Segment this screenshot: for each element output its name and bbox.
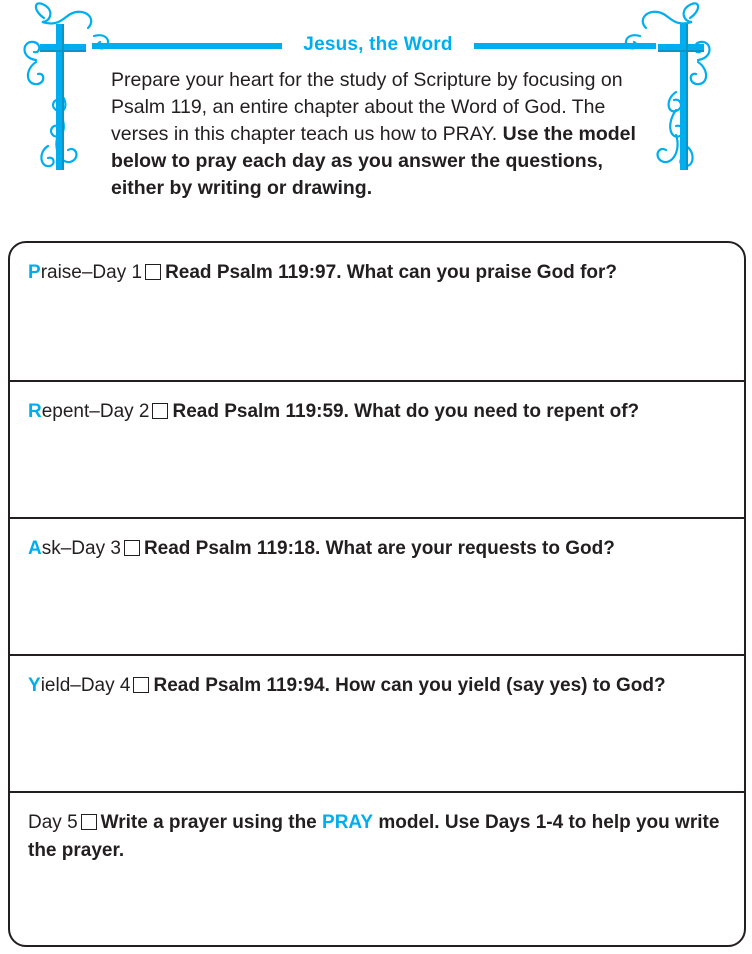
day-5-label: Day 5 bbox=[28, 812, 78, 833]
praise-day-1-row[interactable] bbox=[10, 243, 744, 380]
intro-regular-text: Prepare your heart for the study of Scripture by focusing on Psalm 119, an entire chapter about the Word of God. The verses in this chapter teach us how to PRAY. bbox=[111, 69, 623, 145]
page-title: Jesus, the Word bbox=[303, 34, 453, 55]
day-5-row[interactable] bbox=[10, 791, 744, 947]
repent-day-2-row[interactable] bbox=[10, 380, 744, 517]
pray-worksheet bbox=[8, 241, 746, 947]
row-initial: P bbox=[28, 262, 41, 283]
row-day-label: raise–Day 1 bbox=[40, 262, 143, 283]
row-initial: A bbox=[28, 538, 42, 559]
cross-decoration-left-icon bbox=[18, 0, 118, 185]
day-5-instruction-start: Write a prayer using the bbox=[100, 812, 317, 833]
intro-paragraph bbox=[111, 67, 651, 202]
day-4-checkbox[interactable] bbox=[133, 677, 149, 693]
intro-bold-text: Use the model below to pray each day as you answer the questions, either by writing or drawing. bbox=[111, 123, 636, 199]
day-1-checkbox[interactable] bbox=[145, 264, 161, 280]
row-day-label: sk–Day 3 bbox=[41, 538, 121, 559]
row-question: Read Psalm 119:94. How can you yield (say yes) to God? bbox=[153, 675, 666, 696]
day-5-checkbox[interactable] bbox=[81, 814, 97, 830]
row-day-label: epent–Day 2 bbox=[41, 401, 150, 422]
yield-day-4-row[interactable] bbox=[10, 654, 744, 791]
row-question: Read Psalm 119:59. What do you need to repent of? bbox=[172, 401, 640, 422]
row-initial: Y bbox=[28, 675, 41, 696]
row-question: Read Psalm 119:18. What are your requests to God? bbox=[143, 538, 615, 559]
day-3-checkbox[interactable] bbox=[124, 540, 140, 556]
ask-day-3-row[interactable] bbox=[10, 517, 744, 654]
row-initial: R bbox=[28, 401, 42, 422]
pray-model-highlight: PRAY bbox=[322, 812, 374, 833]
title-rule-right bbox=[474, 43, 656, 49]
day-2-checkbox[interactable] bbox=[152, 403, 168, 419]
row-question: Read Psalm 119:97. What can you praise God for? bbox=[165, 262, 617, 283]
day-5-instruction-end: model. Use Days 1-4 to help you write the prayer. bbox=[28, 812, 720, 861]
title-rule-left bbox=[92, 43, 282, 49]
row-day-label: ield–Day 4 bbox=[40, 675, 131, 696]
